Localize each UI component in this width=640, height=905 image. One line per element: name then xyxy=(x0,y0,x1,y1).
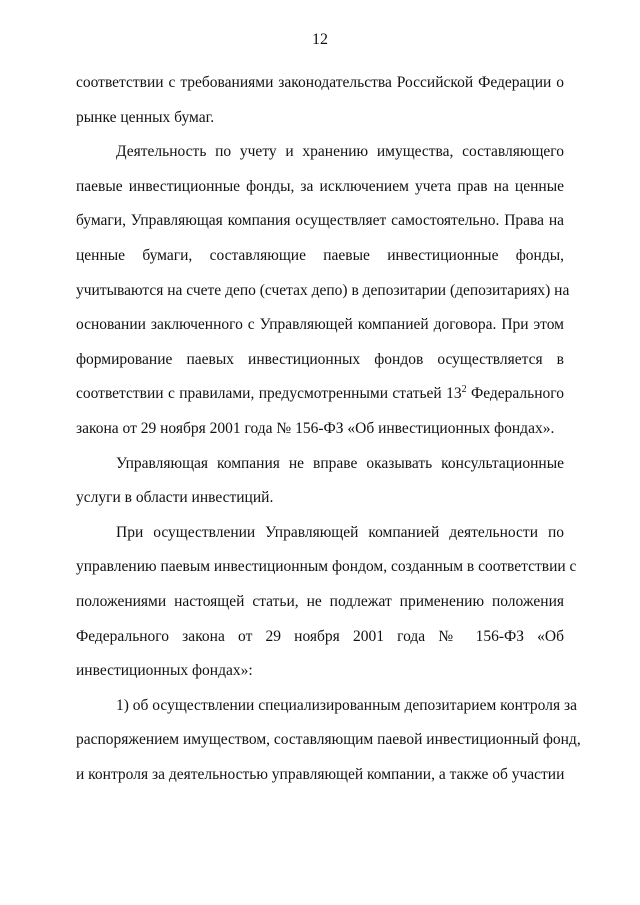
text-line-15: управлению паевым инвестиционным фондом, созданным в соответствии с xyxy=(76,558,577,576)
page-number: 12 xyxy=(312,31,328,48)
text-line-14: При осуществлении Управляющей компанией деятельности по xyxy=(116,523,564,541)
text-line-19: 1) об осуществлении специализированным депозитарием контроля за xyxy=(116,696,577,714)
text-line-10-end: Федерального xyxy=(466,385,564,403)
superscript: 2 xyxy=(461,384,467,396)
text-line-9: формирование паевых инвестиционных фондов осуществляется в xyxy=(76,350,564,368)
text-line-17: Федерального закона от 29 ноября 2001 года № 156-ФЗ «Об xyxy=(76,627,564,645)
text-line-6: ценные бумаги, составляющие паевые инвестиционные фонды, xyxy=(76,246,564,264)
text-line-7: учитываются на счете депо (счетах депо) в депозитарии (депозитариях) на xyxy=(76,281,570,299)
text-line-10-start: соответствии с правилами, предусмотренными статьей 13 xyxy=(76,385,462,403)
text-line-11: закона от 29 ноября 2001 года № 156-ФЗ «Об инвестиционных фондах». xyxy=(76,419,555,437)
text-line-1: соответствии с требованиями законодательства Российской Федерации о xyxy=(76,74,564,91)
text-line-5: бумаги, Управляющая компания осуществляет самостоятельно. Права на xyxy=(76,212,564,230)
text-line-2: рынке ценных бумаг. xyxy=(76,108,215,126)
document-body xyxy=(76,66,581,792)
text-line-13: услуги в области инвестиций. xyxy=(76,489,274,507)
text-line-20: распоряжением имуществом, составляющим паевой инвестиционный фонд, xyxy=(76,731,581,749)
text-line-12: Управляющая компания не вправе оказывать консультационные xyxy=(116,454,564,472)
text-line-18: инвестиционных фондах»: xyxy=(76,662,253,680)
text-line-3: Деятельность по учету и хранению имущества, составляющего xyxy=(116,143,564,161)
text-line-4: паевые инвестиционные фонды, за исключением учета прав на ценные xyxy=(76,177,564,195)
text-line-16: положениями настоящей статьи, не подлежат применению положения xyxy=(76,592,564,610)
text-line-8: основании заключенного с Управляющей компанией договора. При этом xyxy=(76,316,564,334)
text-line-10 xyxy=(76,377,564,412)
text-line-21: и контроля за деятельностью управляющей компании, а также об участии xyxy=(76,765,565,783)
